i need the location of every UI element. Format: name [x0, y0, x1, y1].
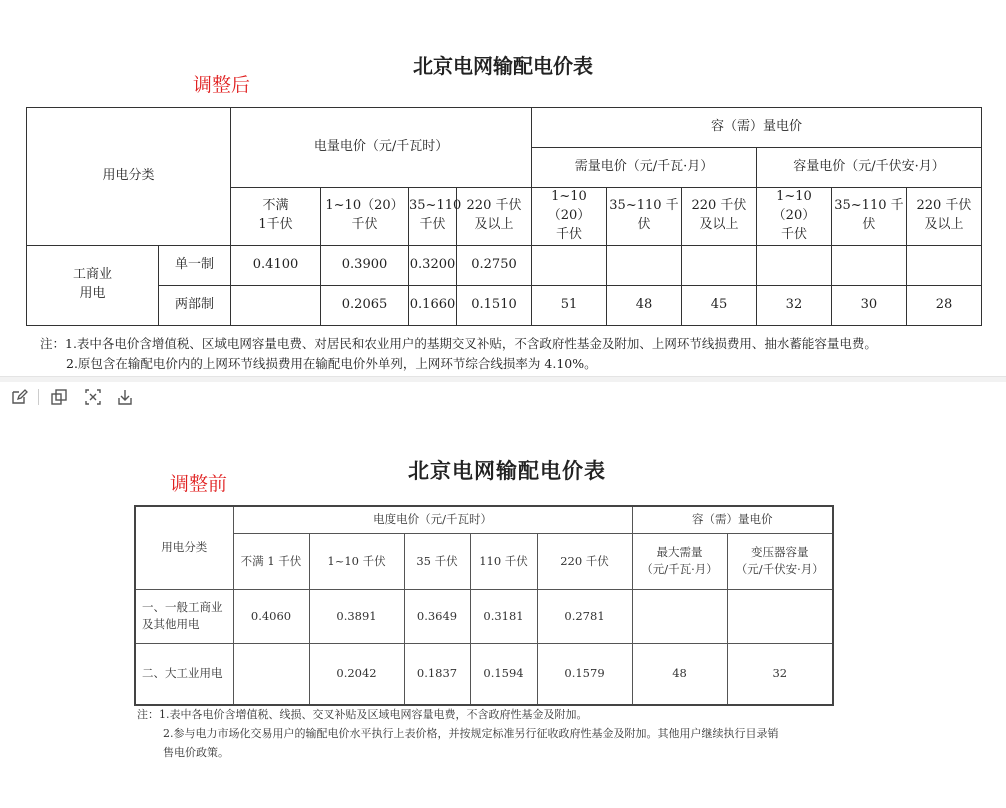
header-voltage: 220 千伏 及以上: [681, 188, 756, 246]
header-energy: 电度电价（元/千瓦时）: [233, 506, 632, 533]
header-transformer: 变压器容量 （元/千伏安·月）: [727, 533, 833, 589]
table-cell: 0.3200: [409, 245, 457, 285]
table-cell: [532, 245, 607, 285]
table-cell: 0.1510: [457, 285, 532, 325]
crop-icon[interactable]: [84, 388, 102, 406]
before-note-3: 售电价政策。: [163, 746, 229, 759]
row-label: 一、一般工商业 及其他用电: [135, 589, 233, 643]
header-capacity-group: 容（需）量电价: [632, 506, 833, 533]
header-voltage: 220 千伏: [537, 533, 632, 589]
table-cell: 0.2781: [537, 589, 632, 643]
copy-icon[interactable]: [50, 388, 68, 406]
header-voltage: 110 千伏: [470, 533, 537, 589]
header-voltage: 不满 1 千伏: [233, 533, 309, 589]
table-cell: 45: [681, 285, 756, 325]
edit-icon[interactable]: [10, 388, 28, 406]
header-voltage: 35~110 千伏: [606, 188, 681, 246]
table-cell: [756, 245, 831, 285]
table-cell: 51: [532, 285, 607, 325]
before-label: 调整前: [170, 473, 228, 495]
table-cell: [906, 245, 981, 285]
header-demand: 需量电价（元/千瓦·月）: [532, 148, 757, 188]
after-note-2: 2.原包含在输配电价内的上网环节线损费用在输配电价外单列，上网环节综合线损率为 4.10%。: [66, 356, 597, 371]
header-category: 用电分类: [27, 108, 231, 246]
group-label: 工商业 用电: [27, 245, 159, 325]
row-label: 两部制: [159, 285, 231, 325]
table-cell: 0.3649: [404, 589, 470, 643]
before-price-table: [134, 505, 834, 706]
header-max-demand: 最大需量 （元/千瓦·月）: [632, 533, 727, 589]
table-cell: 0.4100: [231, 245, 321, 285]
header-voltage: 35 千伏: [404, 533, 470, 589]
header-voltage: 35~110 千伏: [409, 188, 457, 246]
table-cell: [727, 589, 833, 643]
header-capacity: 容量电价（元/千伏安·月）: [756, 148, 981, 188]
table-cell: 0.3891: [309, 589, 404, 643]
header-voltage: 220 千伏 及以上: [906, 188, 981, 246]
header-voltage: 220 千伏 及以上: [457, 188, 532, 246]
table-cell: 32: [727, 643, 833, 705]
table-cell: 0.2042: [309, 643, 404, 705]
section-divider: [0, 376, 1006, 382]
after-label: 调整后: [193, 74, 251, 96]
after-price-table: [26, 107, 982, 326]
table-cell: 48: [606, 285, 681, 325]
table-cell: 32: [756, 285, 831, 325]
row-label: 单一制: [159, 245, 231, 285]
table-cell: 0.1594: [470, 643, 537, 705]
table-cell: 48: [632, 643, 727, 705]
table-cell: 0.1660: [409, 285, 457, 325]
table-cell: 0.4060: [233, 589, 309, 643]
header-voltage: 1~10 千伏: [309, 533, 404, 589]
table-cell: 0.1579: [537, 643, 632, 705]
table-cell: [233, 643, 309, 705]
header-voltage: 1~10（20） 千伏: [321, 188, 409, 246]
table-cell: 0.2750: [457, 245, 532, 285]
table-cell: 30: [831, 285, 906, 325]
table-cell: 28: [906, 285, 981, 325]
table-cell: [632, 589, 727, 643]
before-note-1: 注：1.表中各电价含增值税、线损、交叉补贴及区域电网容量电费，不含政府性基金及附加。: [137, 708, 588, 721]
header-capacity-group: 容（需）量电价: [532, 108, 982, 148]
table-cell: 0.3181: [470, 589, 537, 643]
toolbar-separator: [38, 389, 39, 405]
header-voltage: 35~110 千伏: [831, 188, 906, 246]
table-cell: [231, 285, 321, 325]
header-category: 用电分类: [135, 506, 233, 589]
table-cell: 0.1837: [404, 643, 470, 705]
table-cell: 0.2065: [321, 285, 409, 325]
header-voltage: 1~10（20） 千伏: [756, 188, 831, 246]
row-label: 二、大工业用电: [135, 643, 233, 705]
table-cell: [831, 245, 906, 285]
header-voltage: 1~10（20） 千伏: [532, 188, 607, 246]
before-note-2: 2.参与电力市场化交易用户的输配电价水平执行上表价格，并按规定标准另行征收政府性基金及附加。其他用户继续执行目录销: [163, 727, 779, 740]
table-cell: [681, 245, 756, 285]
download-icon[interactable]: [116, 388, 134, 406]
table-cell: [606, 245, 681, 285]
after-note-1: 注：1.表中各电价含增值税、区域电网容量电费、对居民和农业用户的基期交叉补贴，不含政府性基金及附加、上网环节线损费用、抽水蓄能容量电费。: [40, 336, 877, 351]
table-cell: 0.3900: [321, 245, 409, 285]
header-voltage: 不满 1千伏: [231, 188, 321, 246]
after-title: 北京电网输配电价表: [413, 54, 593, 78]
header-energy: 电量电价（元/千瓦时）: [231, 108, 532, 188]
before-title: 北京电网输配电价表: [408, 459, 606, 483]
